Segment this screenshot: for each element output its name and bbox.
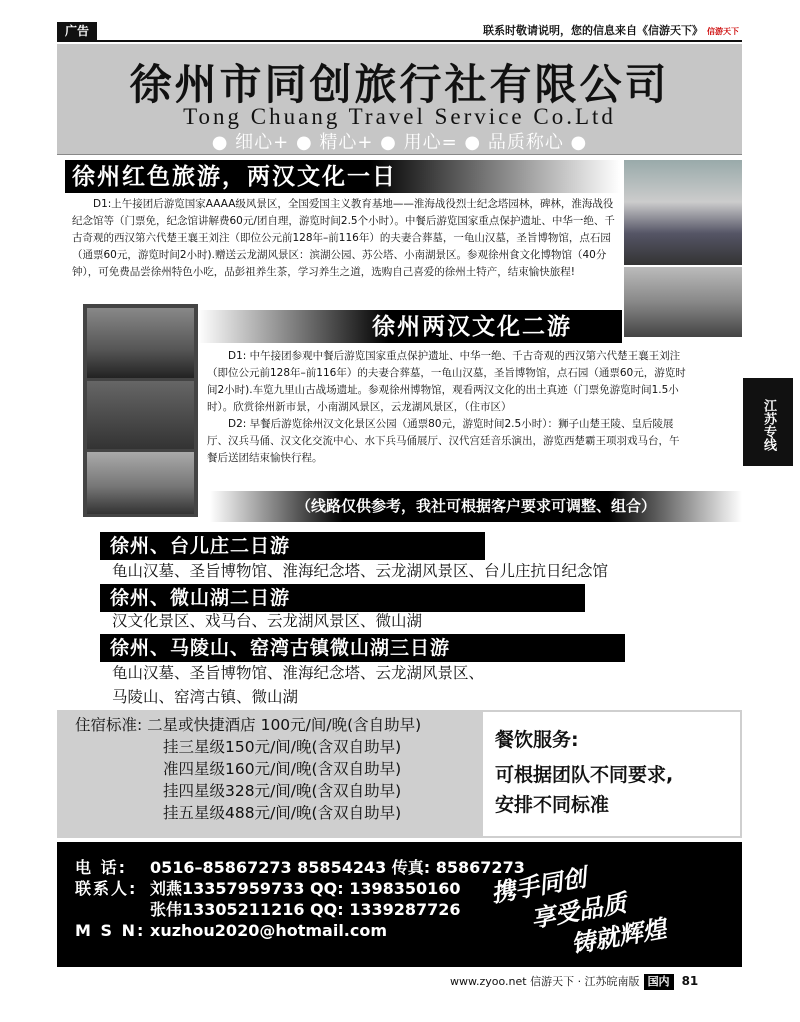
route-title: 徐州、台儿庄二日游 — [110, 535, 291, 557]
dining-description — [495, 760, 735, 820]
tour1-description: D1:上午接团后游览国家AAAA级风景区，全国爱国主义教育基地——淮海战役烈士纪念塔园林，碑林，淮海战役纪念馆等（门票免，纪念馆讲解费60元/团自理，游览时间2.5个小时）。中餐后游览国家重点保护遗址、中华一绝、千古奇观的西汉第六代楚王襄王刘注（即位公元前128年–前116年）的夫妻合葬墓，一龟山汉墓，圣旨博物馆，点石园（通票60元，游览时间2小时).赠送云龙湖风景区：滨湖公园、苏公塔、小南湖景区。参观徐州食文化博物馆（40分钟），可免费品尝徐州特色小吃，品彭祖养生茶，学习养生之道，选购自己喜爱的徐州土特产，结束愉快旅程! — [72, 198, 615, 278]
lake-bridge-photo — [624, 267, 742, 337]
msn-row — [75, 920, 525, 941]
ad-tag: 广告 — [57, 22, 97, 40]
tour1-title: 徐州红色旅游，两汉文化一日 — [72, 164, 397, 190]
route-spots: 汉文化景区、戏马台、云龙湖风景区、微山湖 — [112, 612, 423, 630]
page-footer — [450, 973, 698, 990]
route-spots: 龟山汉墓、圣旨博物馆、淮海纪念塔、云龙湖风景区、台儿庄抗日纪念馆 — [112, 562, 609, 580]
dining-line: 可根据团队不同要求, — [495, 764, 674, 786]
contact-person-2: 张伟13305211216 QQ: 1339287726 — [150, 900, 461, 919]
terracotta-army-photo — [87, 381, 194, 449]
tour2-day1: D1: 中午接团参观中餐后游览国家重点保护遗址、中华一绝、千古奇观的西汉第六代楚王襄王刘注（即位公元前128年–前116年）的夫妻合葬墓，一龟山汉墓，圣旨博物馆，点石园（通票60元，游览时间2小时).车览九里山古战场遗址。参观徐州博物馆，观看两汉文化的出土真迹（门票免游览时间1.5小时）。欣赏徐州新市景，小南湖风景区，云龙湖风景区，（住市区） — [207, 350, 686, 413]
phone-row — [75, 857, 525, 878]
accommodation-line: 挂五星级488元/间/晚(含双自助早) — [163, 804, 402, 822]
route-title: 徐州、微山湖二日游 — [110, 587, 291, 609]
accommodation-line: 挂四星级328元/间/晚(含双自助早) — [163, 782, 402, 800]
monument-photo — [624, 160, 742, 265]
page-number: 81 — [681, 974, 699, 988]
accommodation-line: 挂三星级150元/间/晚(含双自助早) — [163, 738, 402, 756]
tour2-description — [207, 348, 687, 467]
contact-note: 联系时敬请说明，您的信息来自《信游天下》 — [483, 24, 703, 37]
route-title: 徐州、马陵山、窑湾古镇微山湖三日游 — [110, 637, 451, 659]
contact-info — [75, 857, 525, 941]
contact-person-row — [75, 878, 525, 899]
msn-address: xuzhou2020@hotmail.com — [150, 921, 388, 940]
brand-slogan-line: 铸就辉煌 — [568, 913, 669, 959]
accommodation-line: 住宿标准: 二星或快捷酒店 100元/间/晚(含自助早) — [75, 716, 422, 734]
phone-numbers: 0516–85867273 85854243 传真: 85867273 — [150, 858, 525, 877]
company-name-en: Tong Chuang Travel Service Co.Ltd — [183, 104, 616, 129]
route-spots: 龟山汉墓、圣旨博物馆、淮海纪念塔、云龙湖风景区、 — [112, 664, 485, 682]
tour2-day2: D2: 早餐后游览徐州汉文化景区公园（通票80元，游览时间2.5小时）：狮子山楚王陵、皇后陵展厅、汉兵马俑、汉文化交流中心、水下兵马俑展厅、汉代宫廷音乐演出，游览西楚霸王项羽戏马台，午餐后送团结束愉快行程。 — [207, 418, 680, 464]
company-slogan: ● 细心+ ● 精心+ ● 用心= ● 品质称心 ● — [211, 132, 588, 153]
contact-person-label: 联系人: — [75, 879, 138, 898]
side-section-tab — [743, 378, 793, 466]
footer-region-badge: 国内 — [644, 974, 674, 990]
dining-title: 餐饮服务: — [495, 729, 579, 751]
brand-slogan-line: 享受品质 — [528, 888, 629, 934]
side-tab-label: 江苏专线 — [761, 399, 776, 451]
msn-label: M S N: — [75, 921, 146, 940]
magazine-logo: 信游天下 — [707, 27, 739, 36]
top-rule — [57, 40, 742, 42]
temple-hall-photo — [87, 452, 194, 514]
accommodation-line: 准四星级160元/间/晚(含双自助早) — [163, 760, 402, 778]
contact-person-row — [75, 899, 525, 920]
company-name-cn: 徐州市同创旅行社有限公司 — [129, 60, 670, 109]
phone-label: 电 话: — [75, 858, 127, 877]
palace-photo — [87, 308, 194, 378]
brand-slogan-line: 携手同创 — [488, 862, 589, 908]
accommodation-list — [75, 714, 495, 824]
contact-person-1: 刘燕13357959733 QQ: 1398350160 — [150, 879, 461, 898]
route-spots: 马陵山、窑湾古镇、微山湖 — [112, 688, 299, 706]
tour2-title: 徐州两汉文化二游 — [372, 314, 572, 340]
route-note: （线路仅供参考，我社可根据客户要求可调整、组合） — [295, 497, 656, 515]
dining-line: 安排不同标准 — [495, 794, 610, 816]
footer-site: www.zyoo.net 信游天下 · 江苏皖南版 — [450, 975, 640, 988]
